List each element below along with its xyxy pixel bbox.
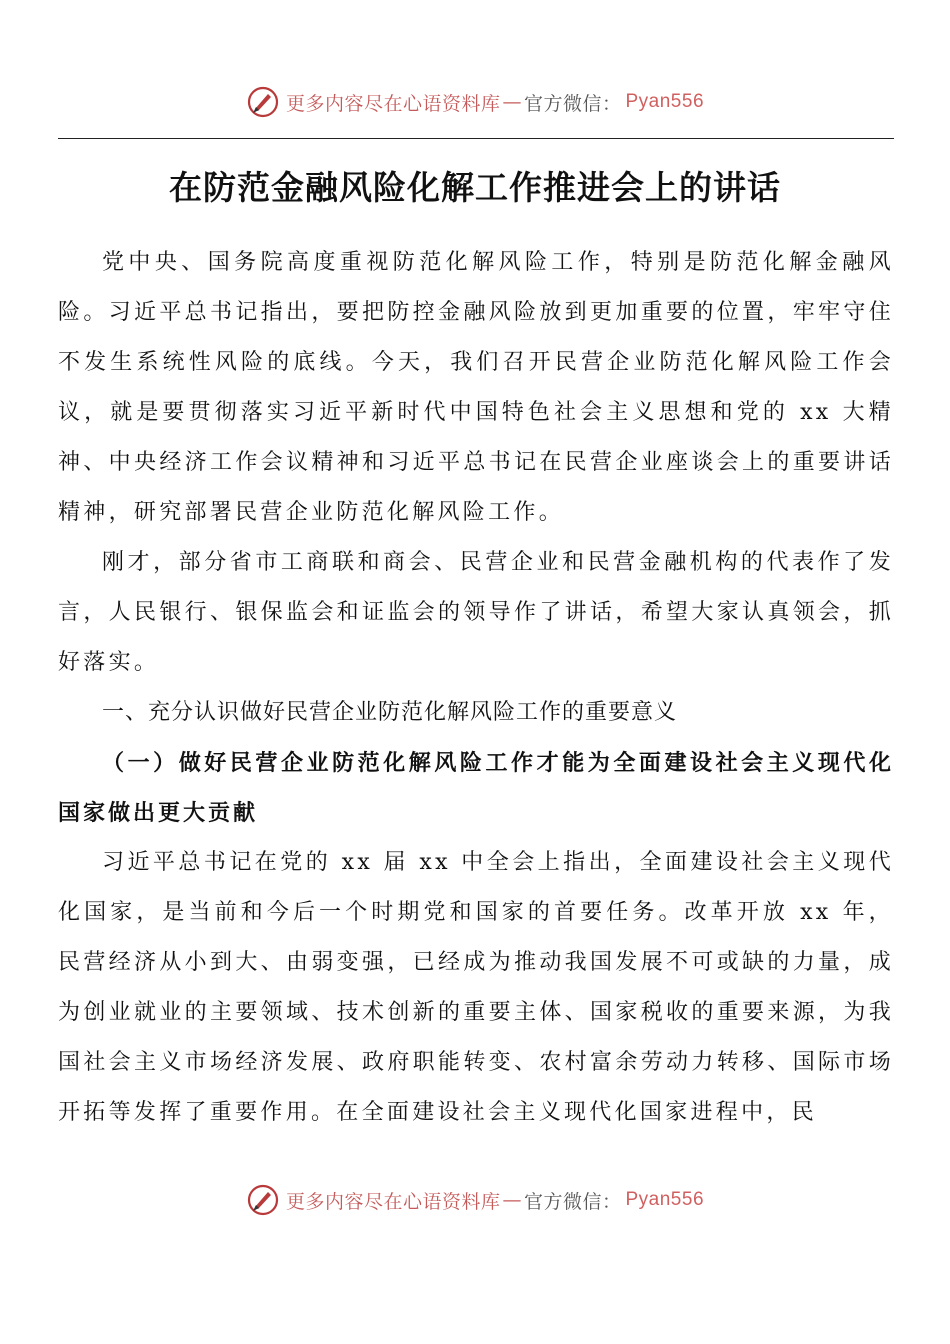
- paragraph-2: 刚才，部分省市工商联和商会、民营企业和民营金融机构的代表作了发言，人民银行、银保监会和证监会的领导作了讲话，希望大家认真领会，抓好落实。: [58, 550, 894, 675]
- pen-logo-icon: [246, 85, 280, 119]
- paragraph-1: 党中央、国务院高度重视防范化解风险工作，特别是防范化解金融风险。习近平总书记指出，要把防控金融风险放到更加重要的位置，牢牢守住不发生系统性风险的底线。今天，我们召开民营企业防范化解风险工作会议，就是要贯彻落实习近平新时代中国特色社会主义思想和党的 xx 大精神、中央经济工作会议精神和习近平总书记在民营企业座谈会上的重要讲话精神，研究部署民营企业防范化解风险工作。: [58, 250, 894, 525]
- section-heading: 一、充分认识做好民营企业防范化解风险工作的重要意义: [102, 700, 678, 725]
- banner-official-label: 官方微信：: [523, 92, 622, 115]
- banner-wechat-id: Pyan556: [625, 91, 705, 112]
- banner-brand-text: 更多内容尽在心语资料库: [285, 1190, 501, 1213]
- pen-logo-icon: [246, 1183, 280, 1217]
- banner-dash: —: [502, 91, 522, 113]
- banner-brand-text: 更多内容尽在心语资料库: [285, 92, 501, 115]
- header-divider: [58, 138, 894, 139]
- banner-wechat-id: Pyan556: [625, 1189, 705, 1210]
- document-body: [58, 238, 894, 1138]
- page-title: 在防范金融风险化解工作推进会上的讲话: [169, 168, 781, 207]
- header-banner: [0, 82, 950, 122]
- paragraph-3: 习近平总书记在党的 xx 届 xx 中全会上指出，全面建设社会主义现代化国家，是当前和今后一个时期党和国家的首要任务。改革开放 xx 年，民营经济从小到大、由弱变强，已经成为推动我国发展不可或缺的力量，成为创业就业的主要领域、技术创新的重要主体、国家税收的重要来源，为我国社会主义市场经济发展、政府职能转变、农村富余劳动力转移、国际市场开拓等发挥了重要作用。在全面建设社会主义现代化国家进程中，民: [58, 850, 894, 1125]
- footer-banner: [0, 1180, 950, 1220]
- banner-dash: —: [502, 1189, 522, 1211]
- subsection-heading: （一）做好民营企业防范化解风险工作才能为全面建设社会主义现代化国家做出更大贡献: [58, 750, 894, 826]
- banner-official-label: 官方微信：: [523, 1190, 622, 1213]
